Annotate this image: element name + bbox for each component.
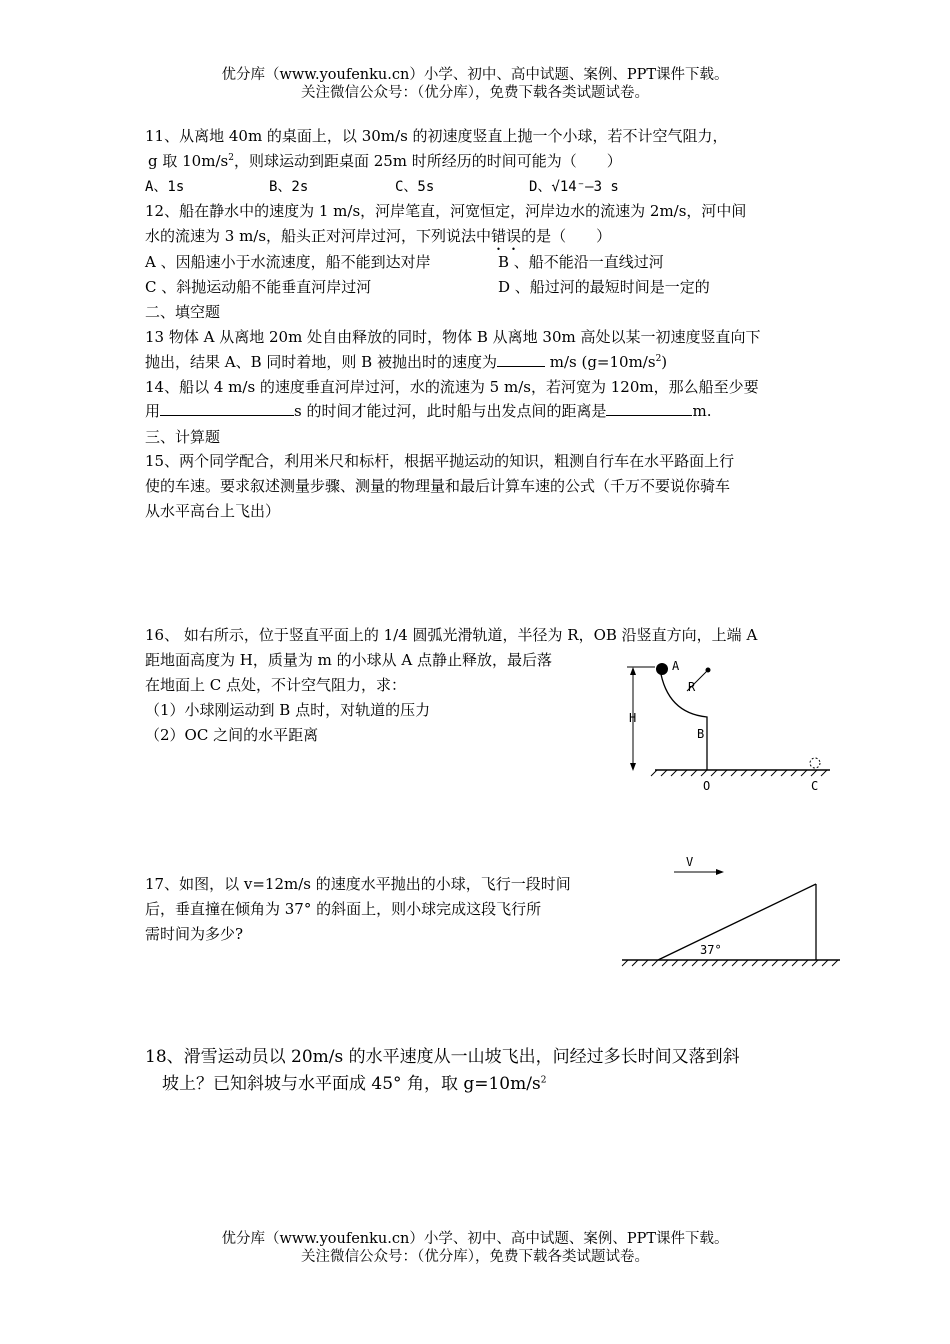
q17-ground-hatching: [622, 960, 838, 966]
q14-time-blank[interactable]: [160, 401, 294, 416]
q13-answer-blank[interactable]: [497, 352, 545, 367]
q11-option-b: B、2s: [269, 179, 309, 195]
q16-label-a: A: [672, 659, 680, 673]
q11-option-d: D、√14⁻–3 s: [529, 179, 619, 195]
q17-stem-line-1: 17、如图，以 v=12m/s 的速度水平抛出的小球，飞行一段时间: [145, 875, 571, 893]
q17-incline-figure: [620, 852, 845, 967]
q16-track-figure: [615, 655, 845, 795]
page-header-line-1: 优分库（www.youfenku.cn）小学、初中、高中试题、案例、PPT课件下载。: [221, 67, 729, 83]
q16-landing-ball: [810, 758, 820, 768]
q12-stem-line-2: 水的流速为 3 m/s，船头正对河岸过河，下列说法中错误的是（ ）: [145, 227, 612, 245]
q15-stem-line-1: 15、两个同学配合，利用米尺和标杆，根据平抛运动的知识，粗测自行车在水平路面上行: [145, 452, 735, 470]
q16-sub-question-1: （1）小球刚运动到 B 点时，对轨道的压力: [145, 701, 431, 719]
q16-label-r: R: [688, 680, 696, 694]
q16-stem-line-3: 在地面上 C 点处，不计空气阻力，求：: [145, 676, 407, 694]
q16-label-h: H: [629, 711, 637, 725]
q11-option-c: C、5s: [395, 179, 435, 195]
q16-label-c: C: [811, 779, 819, 793]
q17-stem-line-3: 需时间为多少?: [145, 925, 244, 943]
q14-stem-line-1: 14、船以 4 m/s 的速度垂直河岸过河，水的流速为 5 m/s，若河宽为 120m，那么船至少要: [145, 378, 759, 396]
q17-stem-line-2: 后，垂直撞在倾角为 37° 的斜面上，则小球完成这段飞行所: [145, 900, 542, 918]
q16-label-b: B: [697, 727, 705, 741]
q14-distance-blank[interactable]: [606, 401, 692, 416]
q13-stem-line-1: 13 物体 A 从离地 20m 处自由释放的同时，物体 B 从离地 30m 高处以某一初速度竖直向下: [145, 328, 761, 346]
q17-label-v: V: [686, 855, 694, 869]
q16-label-o: O: [703, 779, 711, 793]
page-footer-line-2: 关注微信公众号：（优分库），免费下载各类试题试卷。: [301, 1249, 649, 1265]
q17-incline-surface: [658, 884, 816, 960]
section-fill-in-heading: 二、填空题: [145, 303, 221, 321]
q15-stem-line-2: 使的车速。要求叙述测量步骤、测量的物理量和最后计算车速的公式（千万不要说你骑车: [145, 477, 731, 495]
q16-ground-hatching: [651, 770, 827, 776]
q16-stem-line-1: 16、 如右所示，位于竖直平面上的 1/4 圆弧光滑轨道，半径为 R，OB 沿竖直方向，上端 A: [145, 626, 758, 644]
q18-stem-line-2: 坡上？已知斜坡与水平面成 45° 角，取 $g=10m/s^2$: [162, 1074, 547, 1094]
q12-option-a: A 、因船速小于水流速度，船不能到达对岸: [145, 253, 431, 271]
q17-label-angle: 37°: [700, 943, 722, 957]
q12-option-d: D 、船过河的最短时间是一定的: [498, 278, 710, 296]
q11-stem-line-2: g 取 $10m/s^2$，则球运动到距桌面 25m 时所经历的时间可能为（ ）: [148, 152, 622, 170]
q14-stem-line-2: 用 s 的时间才能过河，此时船与出发点间的距离是 m.: [145, 402, 712, 420]
q11-stem-line-1: 11、从离地 40m 的桌面上，以 30m/s 的初速度竖直上抛一个小球，若不计空气阻力，: [145, 127, 728, 145]
q12-emphasis-word: 错误: [491, 227, 522, 245]
q12-option-c: C 、斜抛运动船不能垂直河岸过河: [145, 278, 372, 296]
q13-stem-line-2: 抛出，结果 A、B 同时着地，则 B 被抛出时的速度为 m/s $(g=10m/s^2)$: [145, 353, 668, 371]
q16-arc-track: [660, 669, 707, 770]
q18-stem-line-1: 18、滑雪运动员以 20m/s 的水平速度从一山坡飞出，问经过多长时间又落到斜: [145, 1047, 740, 1067]
q12-option-b: B 、船不能沿一直线过河: [498, 253, 664, 271]
page-footer-line-1: 优分库（www.youfenku.cn）小学、初中、高中试题、案例、PPT课件下载。: [221, 1231, 729, 1247]
q16-sub-question-2: （2）OC 之间的水平距离: [145, 726, 319, 744]
q12-stem-line-1: 12、船在静水中的速度为 1 m/s，河岸笔直，河宽恒定，河岸边水的流速为 2m/s，河中间: [145, 202, 747, 220]
page-header-line-2: 关注微信公众号：（优分库），免费下载各类试题试卷。: [301, 85, 649, 101]
q16-ball: [656, 663, 668, 675]
q16-stem-line-2: 距地面高度为 H，质量为 m 的小球从 A 点静止释放，最后落: [145, 651, 552, 669]
q15-stem-line-3: 从水平高台上飞出）: [145, 502, 281, 520]
q11-option-a: A、1s: [145, 179, 185, 195]
section-calculation-heading: 三、计算题: [145, 428, 221, 446]
